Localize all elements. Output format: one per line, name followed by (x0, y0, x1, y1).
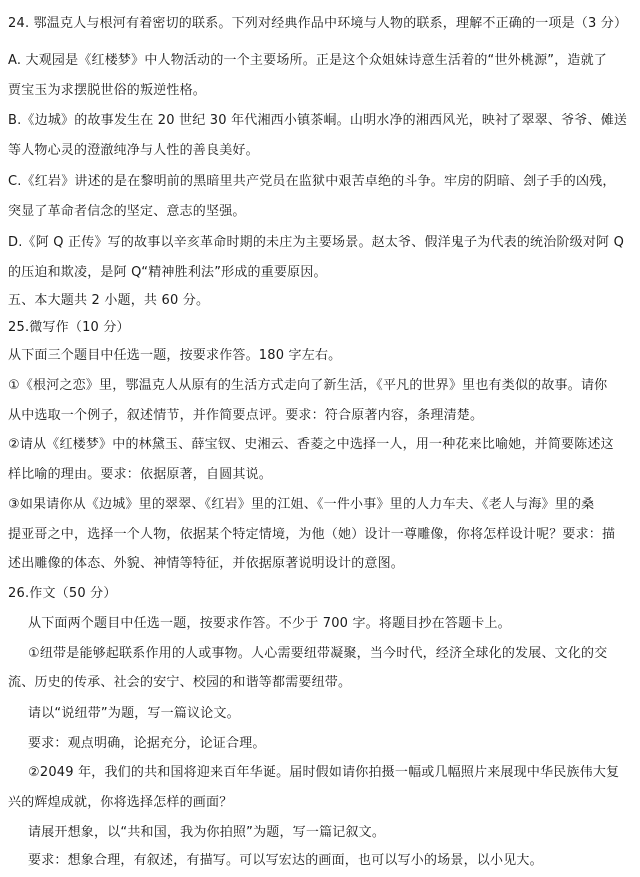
question-24-stem: 24. 鄂温克人与根河有着密切的联系。下列对经典作品中环境与人物的联系，理解不正确的一项是（3 分） (8, 16, 628, 31)
q25-prompt-1-line-2: 从中选取一个例子，叙述情节，并作简要点评。要求：符合原著内容，条理清楚。 (8, 408, 484, 423)
option-a-line-2: 贾宝玉为求摆脱世俗的叛逆性格。 (8, 83, 207, 98)
q25-prompt-3-line-1: ③如果请你从《边城》里的翠翠、《红岩》里的江姐、《一件小事》里的人力车夫、《老人与海》里的桑 (8, 497, 595, 512)
q25-prompt-2-line-1: ②请从《红楼梦》中的林黛玉、薛宝钗、史湘云、香菱之中选择一人，用一种花来比喻她，并简要陈述这 (8, 437, 614, 452)
option-c-line-1: C.《红岩》讲述的是在黎明前的黑暗里共产党员在监狱中艰苦卓绝的斗争。牢房的阴暗、刽子手的凶残， (8, 174, 616, 189)
option-a-line-1: A. 大观园是《红楼梦》中人物活动的一个主要场所。正是这个众姐妹诗意生活着的“世外桃源”，造就了 (8, 53, 607, 68)
question-26-title: 26.作文（50 分） (8, 586, 117, 601)
q26-prompt-1-task: 请以“说纽带”为题，写一篇议论文。 (28, 706, 240, 721)
question-25-instruction: 从下面三个题目中任选一题，按要求作答。180 字左右。 (8, 348, 342, 363)
q25-prompt-3-line-3: 述出雕像的体态、外貌、神情等特征，并依据原著说明设计的意图。 (8, 556, 405, 571)
question-25-title: 25.微写作（10 分） (8, 320, 130, 335)
q26-prompt-1-line-1: ①纽带是能够起联系作用的人或事物。人心需要纽带凝聚，当今时代，经济全球化的发展、文化的交 (28, 646, 608, 661)
q26-prompt-2-line-2: 兴的辉煌成就，你将选择怎样的画面？ (8, 795, 233, 810)
q26-prompt-2-line-1: ②2049 年，我们的共和国将迎来百年华诞。届时假如请你拍摄一幅或几幅照片来展现中华民族伟大复 (28, 765, 620, 780)
q26-prompt-2-task: 请展开想象，以“共和国，我为你拍照”为题，写一篇记叙文。 (28, 825, 386, 840)
q26-prompt-1-line-2: 流、历史的传承、社会的安宁、校园的和谐等都需要纽带。 (8, 675, 352, 690)
option-d-line-2: 的压迫和欺凌，是阿 Q“精神胜利法”形成的重要原因。 (8, 265, 327, 280)
section-five-heading: 五、本大题共 2 小题，共 60 分。 (8, 293, 210, 308)
q25-prompt-2-line-2: 样比喻的理由。要求：依据原著，自圆其说。 (8, 467, 273, 482)
q25-prompt-1-line-1: ①《根河之恋》里，鄂温克人从原有的生活方式走向了新生活，《平凡的世界》里也有类似的故事。请你 (8, 378, 608, 393)
q25-prompt-3-line-2: 提亚哥之中，选择一个人物，依据某个特定情境，为他（她）设计一尊雕像，你将怎样设计呢？要求：描 (8, 527, 616, 542)
option-b-line-2: 等人物心灵的澄澈纯净与人性的善良美好。 (8, 143, 259, 158)
q26-prompt-2-requirements: 要求：想象合理，有叙述，有描写。可以写宏达的画面，也可以写小的场景，以小见大。 (28, 853, 543, 868)
option-d-line-1: D.《阿 Q 正传》写的故事以辛亥革命时期的未庄为主要场景。赵太爷、假洋鬼子为代表的统治阶级对阿 Q (8, 235, 625, 250)
q26-prompt-1-requirements: 要求：观点明确，论据充分，论证合理。 (28, 736, 266, 751)
option-b-line-1: B.《边城》的故事发生在 20 世纪 30 年代湘西小镇茶峒。山明水净的湘西风光，映衬了翠翠、爷爷、傩送 (8, 113, 628, 128)
option-c-line-2: 突显了革命者信念的坚定、意志的坚强。 (8, 204, 246, 219)
question-26-instruction: 从下面两个题目中任选一题，按要求作答。不少于 700 字。将题目抄在答题卡上。 (28, 616, 511, 631)
